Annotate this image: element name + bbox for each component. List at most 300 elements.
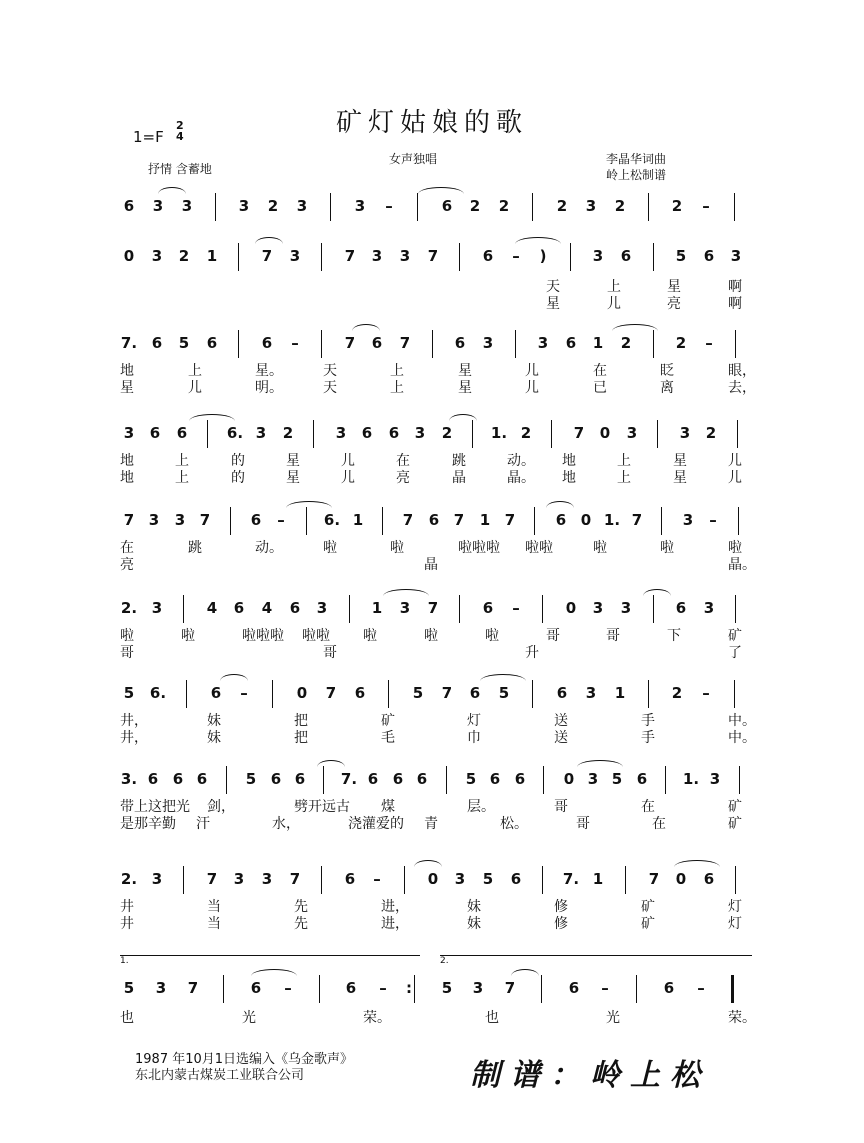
note: 3 xyxy=(151,870,163,888)
note: 7 xyxy=(504,511,516,529)
note: 7 xyxy=(261,247,273,265)
time-signature-bottom: 4 xyxy=(176,130,184,143)
note: 3 xyxy=(585,684,597,702)
lyric-syllable: 啦 xyxy=(363,628,377,644)
note: 3 xyxy=(399,599,411,617)
lyric-syllable: 星 xyxy=(286,470,300,486)
lyric-line-1 xyxy=(118,360,758,378)
barline xyxy=(625,866,626,894)
note: 6 xyxy=(392,770,404,788)
key-signature: 1=F xyxy=(133,128,164,146)
note: 5 xyxy=(245,770,257,788)
lyric-syllable: 星 xyxy=(120,380,134,396)
dash-extension: – xyxy=(709,511,717,529)
barline xyxy=(734,193,735,221)
lyric-syllable: 上 xyxy=(607,279,621,295)
lyric-syllable: 灯 xyxy=(728,899,742,915)
note: 5 xyxy=(123,684,135,702)
lyric-syllable: 儿 xyxy=(525,380,539,396)
barline xyxy=(313,420,314,448)
note: 7 xyxy=(325,684,337,702)
lyric-syllable: 星 xyxy=(286,453,300,469)
expression-marking: 抒情 含蓄地 xyxy=(148,162,212,176)
note: 3 xyxy=(585,197,597,215)
lyric-syllable: 明。 xyxy=(255,380,283,396)
lyric-syllable: 巾 xyxy=(467,730,481,746)
lyric-line-2 xyxy=(118,293,758,311)
note: 6 xyxy=(620,247,632,265)
note: 0 xyxy=(565,599,577,617)
note: 6 xyxy=(354,684,366,702)
lyric-syllable: 地 xyxy=(120,453,134,469)
notes-row xyxy=(118,330,758,358)
lyric-syllable: 井， xyxy=(120,730,148,746)
barline xyxy=(541,975,542,1003)
slur xyxy=(251,969,297,976)
note: 7 xyxy=(206,870,218,888)
lyric-syllable: 了 xyxy=(728,645,742,661)
barline xyxy=(432,330,433,358)
note: 1 xyxy=(371,599,383,617)
barline xyxy=(653,595,654,623)
publication-note xyxy=(135,1052,353,1084)
lyric-syllable: 送 xyxy=(554,730,568,746)
lyric-syllable: 光 xyxy=(242,1010,256,1026)
lyric-syllable: 矿 xyxy=(728,816,742,832)
barline xyxy=(734,680,735,708)
note: 2 xyxy=(267,197,279,215)
note: 3 xyxy=(148,511,160,529)
dash-extension: – xyxy=(697,979,705,997)
slur xyxy=(286,501,332,508)
lyric-syllable: 啦 xyxy=(390,540,404,556)
lyric-line-2 xyxy=(118,554,758,572)
lyric-syllable: 地 xyxy=(120,363,134,379)
note: 1 xyxy=(592,334,604,352)
lyric-syllable: 星 xyxy=(458,380,472,396)
lyric-line-2 xyxy=(118,913,758,931)
dash-extension: – xyxy=(512,247,520,265)
lyric-syllable: 啦啦 xyxy=(302,628,330,644)
lyric-syllable: 进， xyxy=(381,916,409,932)
lyric-syllable: 啦 xyxy=(323,540,337,556)
lyric-syllable: 当 xyxy=(207,916,221,932)
note: 3 xyxy=(472,979,484,997)
slur xyxy=(511,969,539,976)
barline xyxy=(306,507,307,535)
time-signature xyxy=(176,120,184,142)
lyric-syllable: 青 xyxy=(424,816,438,832)
lyric-syllable: 天 xyxy=(323,380,337,396)
note: 3. xyxy=(120,770,138,788)
barline xyxy=(382,507,383,535)
slur xyxy=(674,860,720,867)
lyric-syllable: 哥 xyxy=(323,645,337,661)
slur xyxy=(255,237,283,244)
note: 1 xyxy=(614,684,626,702)
note: 7. xyxy=(340,770,358,788)
note: 3 xyxy=(289,247,301,265)
note: 2 xyxy=(671,684,683,702)
barline xyxy=(532,193,533,221)
note: 2 xyxy=(675,334,687,352)
note: 2 xyxy=(441,424,453,442)
note: 7 xyxy=(399,334,411,352)
barline xyxy=(551,420,552,448)
lyric-syllable: 哥 xyxy=(546,628,560,644)
note: 6 xyxy=(482,599,494,617)
note: 3 xyxy=(587,770,599,788)
lyric-syllable: 劈开远古 xyxy=(294,799,350,815)
note: 3 xyxy=(482,334,494,352)
barline xyxy=(648,680,649,708)
lyric-syllable: 天 xyxy=(546,279,560,295)
lyric-line-1 xyxy=(118,896,758,914)
lyric-syllable: 浇灌爱的 xyxy=(348,816,404,832)
note: 0 xyxy=(296,684,308,702)
barline xyxy=(532,680,533,708)
note: 6 xyxy=(210,684,222,702)
note: 6 xyxy=(344,870,356,888)
note: 7. xyxy=(562,870,580,888)
note: 6 xyxy=(428,511,440,529)
slur xyxy=(352,324,380,331)
barline xyxy=(542,595,543,623)
barline xyxy=(731,975,734,1003)
engraver-credit: 岭上松制谱 xyxy=(606,168,667,182)
note: 2 xyxy=(556,197,568,215)
lyric-syllable: 啦 xyxy=(728,540,742,556)
note: 2. xyxy=(120,599,138,617)
note: 3 xyxy=(592,247,604,265)
note: 6 xyxy=(147,770,159,788)
lyric-syllable: 眼， xyxy=(728,363,756,379)
note: 6 xyxy=(371,334,383,352)
note: 2 xyxy=(469,197,481,215)
lyric-syllable: 星 xyxy=(546,296,560,312)
lyric-syllable: 升 xyxy=(525,645,539,661)
lyric-syllable: 儿 xyxy=(188,380,202,396)
lyric-syllable: 荣。 xyxy=(363,1010,391,1026)
note: 6 xyxy=(441,197,453,215)
note: 3 xyxy=(335,424,347,442)
lyric-syllable: 跳 xyxy=(188,540,202,556)
barline xyxy=(737,420,738,448)
lyric-syllable: 啊 xyxy=(728,279,742,295)
barline xyxy=(183,866,184,894)
barline xyxy=(543,766,544,794)
note: 5 xyxy=(412,684,424,702)
note: 2. xyxy=(120,870,138,888)
slur xyxy=(643,589,671,596)
lyric-syllable: 矿 xyxy=(381,713,395,729)
note: 6 xyxy=(123,197,135,215)
barline xyxy=(183,595,184,623)
lyric-syllable: 去， xyxy=(728,380,756,396)
slur xyxy=(418,187,464,194)
dash-extension: – xyxy=(512,599,520,617)
slur xyxy=(414,860,442,867)
slur xyxy=(515,237,561,244)
lyric-syllable: 地 xyxy=(562,453,576,469)
note: 6 xyxy=(172,770,184,788)
lyric-syllable: 送 xyxy=(554,713,568,729)
dash-extension: – xyxy=(385,197,393,215)
lyric-syllable: 天 xyxy=(323,363,337,379)
lyric-syllable: 井 xyxy=(120,916,134,932)
lyric-syllable: 哥 xyxy=(120,645,134,661)
lyric-syllable: 当 xyxy=(207,899,221,915)
note: 7 xyxy=(453,511,465,529)
lyric-syllable: 上 xyxy=(188,363,202,379)
barline xyxy=(661,507,662,535)
lyric-syllable: 动。 xyxy=(255,540,283,556)
dash-extension: – xyxy=(705,334,713,352)
lyric-syllable: 剑， xyxy=(207,799,235,815)
lyric-syllable: 带上这把光 xyxy=(120,799,190,815)
note: 1. xyxy=(490,424,508,442)
note: 6. xyxy=(226,424,244,442)
barline xyxy=(223,975,224,1003)
note: 6 xyxy=(482,247,494,265)
lyric-syllable: 眨 xyxy=(660,363,674,379)
barline xyxy=(653,243,654,271)
notes-row xyxy=(118,766,758,794)
barline xyxy=(653,330,654,358)
lyric-syllable: 把 xyxy=(294,713,308,729)
note: 3 xyxy=(414,424,426,442)
lyric-syllable: 啦 xyxy=(181,628,195,644)
lyric-syllable: 星 xyxy=(667,279,681,295)
note: 5 xyxy=(123,979,135,997)
lyric-syllable: 妹 xyxy=(207,730,221,746)
note: 7 xyxy=(441,684,453,702)
lyric-syllable: 啦啦 xyxy=(525,540,553,556)
lyric-syllable: 儿 xyxy=(341,453,355,469)
lyric-syllable: 哥 xyxy=(554,799,568,815)
notes-row xyxy=(118,243,758,271)
note: 6 xyxy=(176,424,188,442)
lyric-syllable: 也 xyxy=(120,1010,134,1026)
first-ending-bracket: 1. xyxy=(120,955,420,970)
lyric-line-1 xyxy=(118,710,758,728)
note: ) xyxy=(539,247,547,265)
barline xyxy=(388,680,389,708)
lyric-syllable: 跳 xyxy=(452,453,466,469)
lyric-syllable: 上 xyxy=(390,380,404,396)
note: 6 xyxy=(250,511,262,529)
lyric-syllable: 妹 xyxy=(207,713,221,729)
barline xyxy=(570,243,571,271)
note: 1. xyxy=(682,770,700,788)
lyric-line-2 xyxy=(118,467,758,485)
lyric-syllable: 是那辛勤 xyxy=(120,816,176,832)
note: 7 xyxy=(289,870,301,888)
barline xyxy=(636,975,637,1003)
note: 3 xyxy=(626,424,638,442)
lyric-syllable: 啦 xyxy=(593,540,607,556)
lyric-syllable: 手 xyxy=(641,730,655,746)
note: 2 xyxy=(614,197,626,215)
barline xyxy=(330,193,331,221)
lyric-syllable: 啦 xyxy=(120,628,134,644)
lyric-syllable: 在 xyxy=(396,453,410,469)
lyric-syllable: 煤 xyxy=(381,799,395,815)
note: 7 xyxy=(199,511,211,529)
second-ending-bracket: 2. xyxy=(440,955,752,970)
notes-row xyxy=(118,507,758,535)
barline xyxy=(321,866,322,894)
note: 0 xyxy=(580,511,592,529)
lyric-syllable: 儿 xyxy=(728,453,742,469)
barline xyxy=(735,330,736,358)
note: 6 xyxy=(196,770,208,788)
note: 6 xyxy=(361,424,373,442)
slur xyxy=(449,414,477,421)
note: 3 xyxy=(151,599,163,617)
repeat-sign: : xyxy=(406,979,412,997)
dash-extension: – xyxy=(291,334,299,352)
lyric-line-2 xyxy=(118,727,758,745)
dash-extension: – xyxy=(601,979,609,997)
barline xyxy=(238,330,239,358)
barline xyxy=(735,595,736,623)
lyric-syllable: 把 xyxy=(294,730,308,746)
barline xyxy=(648,193,649,221)
note: 6 xyxy=(454,334,466,352)
lyric-syllable: 上 xyxy=(175,453,189,469)
note: 1 xyxy=(479,511,491,529)
barline xyxy=(446,766,447,794)
composer-credit: 李晶华词曲 xyxy=(606,152,667,166)
lyric-syllable: 哥 xyxy=(606,628,620,644)
lyric-syllable: 荣。 xyxy=(728,1010,756,1026)
note: 7 xyxy=(344,334,356,352)
note: 7. xyxy=(120,334,138,352)
voice-type: 女声独唱 xyxy=(389,152,438,166)
lyric-syllable: 地 xyxy=(120,470,134,486)
note: 3 xyxy=(371,247,383,265)
note: 3 xyxy=(233,870,245,888)
note: 3 xyxy=(703,599,715,617)
note: 1 xyxy=(206,247,218,265)
note: 3 xyxy=(238,197,250,215)
note: 2 xyxy=(282,424,294,442)
lyric-syllable: 在 xyxy=(652,816,666,832)
note: 7 xyxy=(427,247,439,265)
note: 6 xyxy=(367,770,379,788)
lyric-syllable: 光 xyxy=(606,1010,620,1026)
lyric-syllable: 地 xyxy=(562,470,576,486)
note: 3 xyxy=(679,424,691,442)
dash-extension: – xyxy=(702,197,710,215)
lyric-syllable: 水， xyxy=(272,816,300,832)
dash-extension: – xyxy=(379,979,387,997)
notes-row xyxy=(118,975,758,1003)
lyric-syllable: 妹 xyxy=(467,916,481,932)
note: 6 xyxy=(565,334,577,352)
lyric-line-1 xyxy=(118,796,758,814)
lyric-line-1 xyxy=(118,1007,758,1025)
lyric-syllable: 星 xyxy=(673,470,687,486)
note: 6 xyxy=(489,770,501,788)
lyric-syllable: 在 xyxy=(593,363,607,379)
note: 1 xyxy=(592,870,604,888)
note: 6 xyxy=(261,334,273,352)
note: 6 xyxy=(663,979,675,997)
lyric-syllable: 矿 xyxy=(728,799,742,815)
note: 6 xyxy=(469,684,481,702)
note: 7 xyxy=(648,870,660,888)
note: 7 xyxy=(123,511,135,529)
dash-extension: – xyxy=(277,511,285,529)
lyric-syllable: 中。 xyxy=(728,730,756,746)
barline xyxy=(738,507,739,535)
lyric-syllable: 手 xyxy=(641,713,655,729)
note: 6 xyxy=(675,599,687,617)
lyric-syllable: 儿 xyxy=(525,363,539,379)
note: 2 xyxy=(620,334,632,352)
time-signature-top: 2 xyxy=(176,119,184,132)
lyric-syllable: 汗 xyxy=(196,816,210,832)
lyric-syllable: 儿 xyxy=(728,470,742,486)
note: 6 xyxy=(233,599,245,617)
lyric-syllable: 啊 xyxy=(728,296,742,312)
slur xyxy=(189,414,235,421)
slur xyxy=(383,589,429,596)
note: 2 xyxy=(520,424,532,442)
lyric-syllable: 井， xyxy=(120,713,148,729)
lyric-syllable: 矿 xyxy=(641,916,655,932)
lyric-syllable: 啦 xyxy=(424,628,438,644)
notes-row xyxy=(118,420,758,448)
note: 7 xyxy=(427,599,439,617)
barline xyxy=(735,866,736,894)
note: 6 xyxy=(556,684,568,702)
lyric-syllable: 在 xyxy=(641,799,655,815)
lyric-syllable: 先 xyxy=(294,916,308,932)
barline xyxy=(534,507,535,535)
note: 6 xyxy=(555,511,567,529)
source-line: 1987 年10月1日选编入《乌金歌声》 xyxy=(135,1052,354,1067)
lyric-syllable: 离 xyxy=(660,380,674,396)
note: 3 xyxy=(255,424,267,442)
note: 5 xyxy=(482,870,494,888)
dash-extension: – xyxy=(373,870,381,888)
lyric-syllable: 亮 xyxy=(396,470,410,486)
lyric-line-2 xyxy=(118,642,758,660)
lyric-syllable: 灯 xyxy=(467,713,481,729)
barline xyxy=(321,330,322,358)
lyric-syllable: 啦 xyxy=(660,540,674,556)
lyric-syllable: 已 xyxy=(593,380,607,396)
notes-row xyxy=(118,866,758,894)
note: 3 xyxy=(354,197,366,215)
note: 3 xyxy=(592,599,604,617)
note: 6 xyxy=(289,599,301,617)
barline xyxy=(459,243,460,271)
lyric-line-1 xyxy=(118,625,758,643)
lyric-syllable: 上 xyxy=(390,363,404,379)
barline xyxy=(665,766,666,794)
lyric-syllable: 下 xyxy=(667,628,681,644)
barline xyxy=(215,193,216,221)
notes-row xyxy=(118,680,758,708)
lyric-syllable: 上 xyxy=(617,470,631,486)
lyric-syllable: 先 xyxy=(294,899,308,915)
note: 6 xyxy=(151,334,163,352)
note: 2 xyxy=(498,197,510,215)
